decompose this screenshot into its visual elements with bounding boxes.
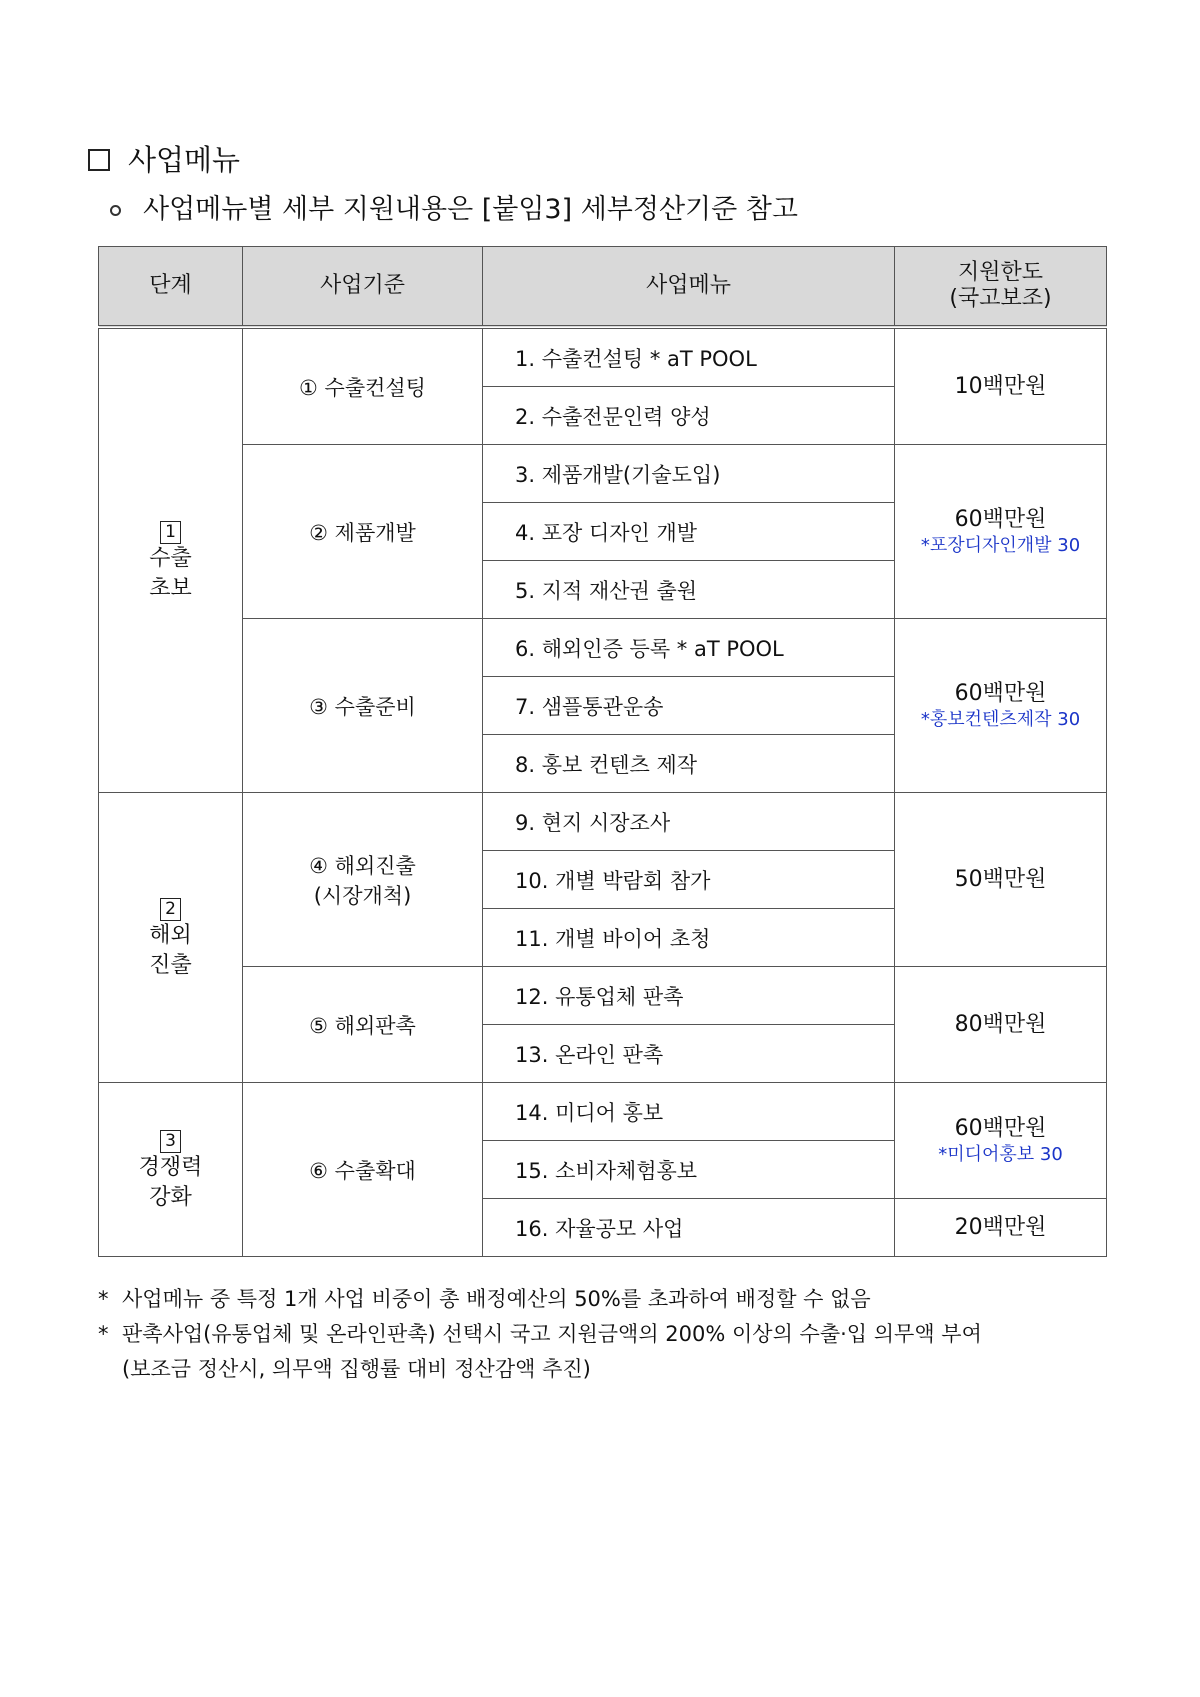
table-row	[99, 967, 1107, 1025]
limit-cell-1	[895, 327, 1107, 445]
table-row	[99, 793, 1107, 851]
checkbox-square-icon	[88, 149, 110, 171]
table-header-row	[99, 247, 1107, 328]
section-heading	[88, 140, 240, 180]
header-limit-line1: 지원한도	[957, 260, 1043, 285]
stage-name-line1: 해외	[149, 922, 192, 948]
limit-cell-5	[895, 967, 1107, 1083]
subheading-text: 사업메뉴별 세부 지원내용은 [붙임3] 세부정산기준 참고	[143, 194, 798, 225]
limit-amount: 60백만원	[954, 1115, 1047, 1141]
stage-cell-2	[99, 793, 243, 1083]
limit-amount: 20백만원	[954, 1214, 1047, 1240]
menu-item-2: 2. 수출전문인력 양성	[483, 387, 895, 445]
stage-cell-1	[99, 327, 243, 793]
table-row	[99, 1083, 1107, 1141]
footnote-text: 사업메뉴 중 특정 1개 사업 비중이 총 배정예산의 50%를 초과하여 배정할 수 없음	[122, 1287, 871, 1311]
criteria-cell-2	[243, 445, 483, 619]
section-title: 사업메뉴	[128, 143, 241, 177]
limit-note: *홍보컨텐츠제작 30	[920, 708, 1081, 730]
header-menu: 사업메뉴	[483, 247, 895, 328]
limit-cell-2	[895, 445, 1107, 619]
criteria-cell-3	[243, 619, 483, 793]
stage-number-box: 3	[160, 1130, 181, 1153]
menu-item-14: 14. 미디어 홍보	[483, 1083, 895, 1141]
limit-amount: 10백만원	[954, 373, 1047, 399]
limit-cell-7	[895, 1199, 1107, 1257]
table-row	[99, 327, 1107, 387]
limit-amount: 60백만원	[954, 680, 1047, 706]
menu-item-10: 10. 개별 박람회 참가	[483, 851, 895, 909]
limit-note: *포장디자인개발 30	[920, 534, 1081, 556]
stage-name-line2: 진출	[149, 952, 192, 978]
limit-cell-3	[895, 619, 1107, 793]
criteria-text: ① 수출컨설팅	[299, 375, 426, 400]
asterisk-bullet: *	[98, 1322, 109, 1346]
limit-cell-6	[895, 1083, 1107, 1199]
header-limit-line2: (국고보조)	[949, 286, 1052, 311]
menu-item-15: 15. 소비자체험홍보	[483, 1141, 895, 1199]
limit-amount: 50백만원	[954, 866, 1047, 892]
menu-item-16: 16. 자율공모 사업	[483, 1199, 895, 1257]
criteria-subtext: (시장개척)	[313, 883, 412, 908]
limit-amount: 60백만원	[954, 506, 1047, 532]
asterisk-bullet: *	[98, 1287, 109, 1311]
stage-name-line2: 초보	[149, 575, 192, 601]
menu-item-7: 7. 샘플통관운송	[483, 677, 895, 735]
criteria-text: ④ 해외진출	[309, 853, 416, 878]
limit-amount: 80백만원	[954, 1011, 1047, 1037]
criteria-cell-6	[243, 1083, 483, 1257]
subheading	[110, 190, 798, 230]
footnotes	[98, 1282, 1113, 1387]
menu-item-9: 9. 현지 시장조사	[483, 793, 895, 851]
menu-item-5: 5. 지적 재산권 출원	[483, 561, 895, 619]
limit-cell-4	[895, 793, 1107, 967]
criteria-cell-4	[243, 793, 483, 967]
header-stage: 단계	[99, 247, 243, 328]
criteria-text: ② 제품개발	[309, 520, 416, 545]
header-limit	[895, 247, 1107, 328]
header-criteria: 사업기준	[243, 247, 483, 328]
criteria-text: ③ 수출준비	[309, 694, 416, 719]
menu-item-4: 4. 포장 디자인 개발	[483, 503, 895, 561]
menu-item-3: 3. 제품개발(기술도입)	[483, 445, 895, 503]
stage-name-line1: 수출	[149, 545, 192, 571]
business-menu-table	[98, 246, 1107, 1257]
criteria-text: ⑤ 해외판촉	[309, 1013, 416, 1038]
stage-number-box: 2	[160, 898, 181, 921]
limit-note: *미디어홍보 30	[938, 1143, 1063, 1165]
menu-item-12: 12. 유통업체 판촉	[483, 967, 895, 1025]
footnote-text: 판촉사업(유통업체 및 온라인판촉) 선택시 국고 지원금액의 200% 이상의 수출·입 의무액 부여	[122, 1322, 982, 1346]
stage-number-box: 1	[160, 521, 181, 544]
criteria-cell-5	[243, 967, 483, 1083]
footnote-2	[98, 1317, 1113, 1352]
table-row	[99, 619, 1107, 677]
footnote-1	[98, 1282, 1113, 1317]
circle-bullet-icon	[110, 205, 121, 216]
criteria-cell-1	[243, 327, 483, 445]
stage-name-line2: 강화	[149, 1184, 192, 1210]
stage-name-line1: 경쟁력	[138, 1154, 203, 1180]
menu-item-11: 11. 개별 바이어 초청	[483, 909, 895, 967]
menu-item-8: 8. 홍보 컨텐츠 제작	[483, 735, 895, 793]
stage-cell-3	[99, 1083, 243, 1257]
menu-item-6: 6. 해외인증 등록 * aT POOL	[483, 619, 895, 677]
menu-item-1: 1. 수출컨설팅 * aT POOL	[483, 327, 895, 387]
footnote-2-continuation: (보조금 정산시, 의무액 집행률 대비 정산감액 추진)	[122, 1357, 591, 1381]
menu-item-13: 13. 온라인 판촉	[483, 1025, 895, 1083]
table-row	[99, 445, 1107, 503]
criteria-text: ⑥ 수출확대	[309, 1158, 416, 1183]
